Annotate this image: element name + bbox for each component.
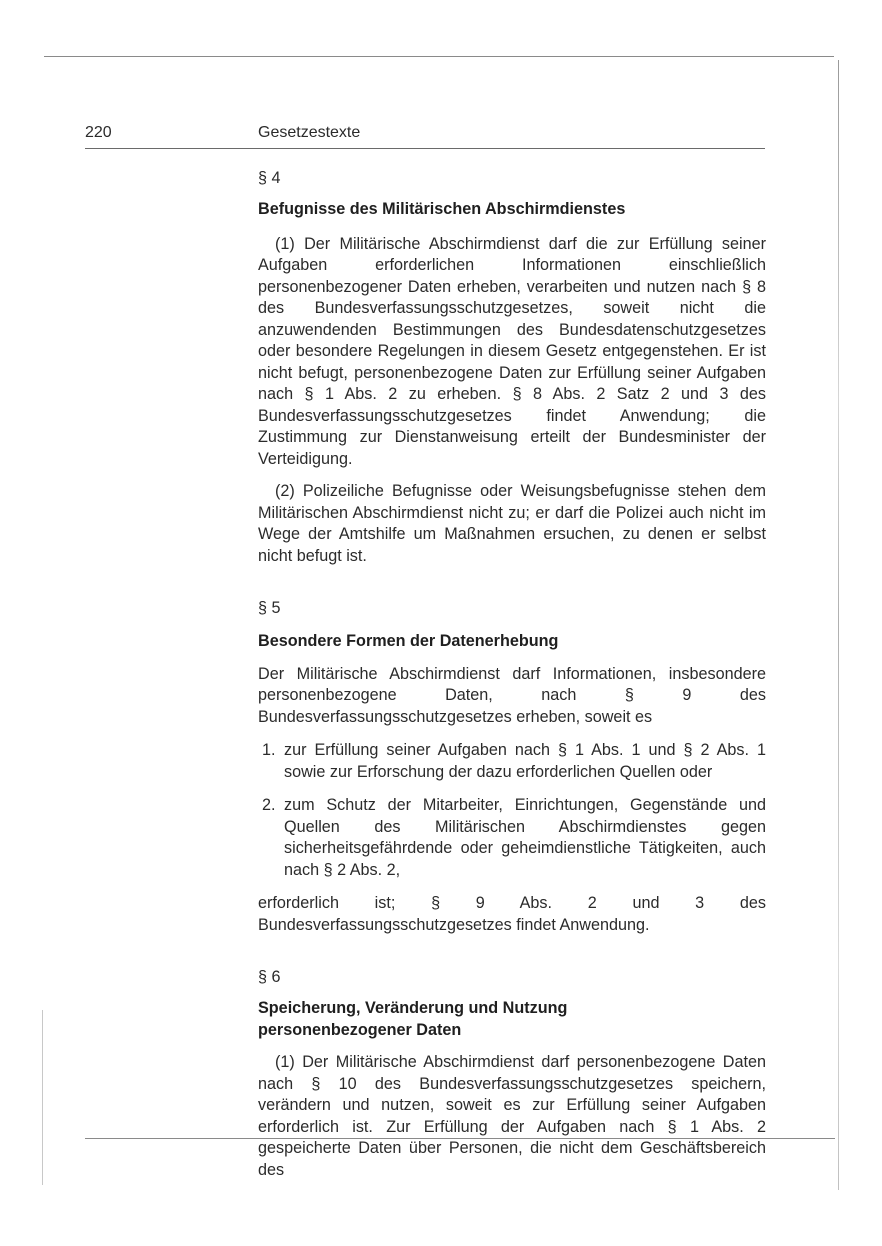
list-marker: 1. [262, 741, 276, 759]
section-title: Befugnisse des Militärischen Abschirmdienstes [258, 200, 626, 218]
section-5 [258, 598, 766, 936]
paragraph: Der Militärische Abschirmdienst darf Informationen, insbesondere personenbezogene Daten, nach § 9 des Bundesverfassungsschutzgesetzes erheben, soweit es [258, 664, 766, 726]
list-item-text: zur Erfüllung seiner Aufgaben nach § 1 Abs. 1 und § 2 Abs. 1 sowie zur Erforschung der dazu erforderlichen Quellen oder [284, 741, 766, 781]
list-item-text: zum Schutz der Mitarbeiter, Einrichtungen, Gegenstände und Quellen des Militärischen Abschirmdienstes gegen sicherheitsgefährdende oder geheimdienstliche Tätigkeiten, auch nach § 2 Abs. 2, [284, 796, 766, 879]
paragraph: (1) Der Militärische Abschirmdienst darf die zur Erfüllung seiner Aufgaben erforderlichen Informationen einschließlich personenbezogener Daten erheben, verarbeiten und nutzen nach § 8 des Bundesverfassungsschutzgesetzes, soweit nicht die anzuwendenden Bestimmungen des Bundesdatenschutzgesetzes oder besondere Regelungen in diesem Gesetz entgegenstehen. Er ist nicht befugt, personenbezogene Daten zur Erfüllung seiner Aufgaben nach § 1 Abs. 2 zu erheben. § 8 Abs. 2 Satz 2 und 3 des Bundesverfassungsschutzgesetzes findet Anwendung; die Zustimmung zur Dienstanweisung erteilt der Bundesminister der Verteidigung. [258, 234, 766, 468]
list-item [258, 795, 766, 881]
running-head: Gesetzestexte [258, 124, 361, 141]
section-6 [258, 967, 766, 1181]
section-number: § 4 [258, 169, 281, 187]
top-rule [44, 56, 834, 57]
list-marker: 2. [262, 796, 276, 814]
section-number: § 6 [258, 968, 281, 986]
section-number: § 5 [258, 599, 281, 617]
header-rule [85, 148, 765, 149]
section-title [258, 998, 766, 1041]
bottom-rule [85, 1138, 835, 1139]
paragraph: (1) Der Militärische Abschirmdienst darf personenbezogene Daten nach § 10 des Bundesverfassungsschutzgesetzes speichern, verändern und nutzen, soweit es zur Erfüllung seiner Aufgaben erforderlich ist. Zur Erfüllung der Aufgaben nach § 1 Abs. 2 gespeicherte Daten über Personen, die nicht dem Geschäftsbereich des [258, 1053, 766, 1179]
section-title-line: personenbezogener Daten [258, 1020, 462, 1039]
section-title: Besondere Formen der Datenerhebung [258, 632, 559, 650]
page-number: 220 [85, 124, 112, 141]
right-page-edge [838, 60, 839, 1190]
section-title-line: Speicherung, Veränderung und Nutzung [258, 999, 568, 1017]
paragraph: (2) Polizeiliche Befugnisse oder Weisungsbefugnisse stehen dem Militärischen Abschirmdienst nicht zu; er darf die Polizei auch nicht im Wege der Amtshilfe um Maßnahmen ersuchen, zu denen er selbst nicht befugt ist. [258, 482, 766, 565]
section-4 [258, 168, 766, 567]
left-page-edge [42, 1010, 43, 1185]
paragraph: erforderlich ist; § 9 Abs. 2 und 3 des Bundesverfassungsschutzgesetzes findet Anwendung. [258, 894, 766, 934]
page-body [258, 168, 766, 1181]
list-item [258, 740, 766, 783]
